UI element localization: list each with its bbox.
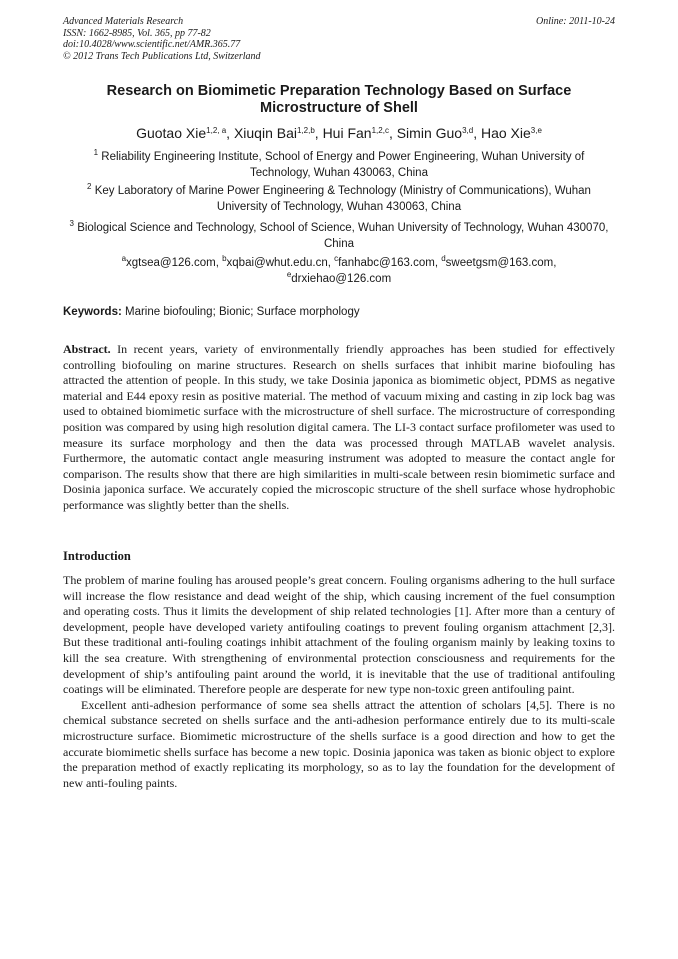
author-separator: , (388, 125, 397, 141)
email-address: xgtsea@126.com (126, 257, 216, 269)
author-affiliation-mark: 1,2,b (296, 126, 315, 135)
affiliation-1 (63, 150, 615, 181)
abstract-text: In recent years, variety of environmentally friendly approaches has been studied for effectively controlling biofouling on marine structures. Research on shells surfaces that inhibit marine biofouling has attracted the attention of people. In this study, we take Dosinia japonica as biomimetic object, PDMS as negative material and E44 epoxy resin as positive material. The method of vacuum mixing and casting in zip lock bag was used to obtained biomimetic surface with the microstructure of shell surface. The microstructure of corresponding position was compared by using high resolution digital camera. The LI-3 contact surface profilometer was used to measure its surface morphology and then the data was processed through MATLAB wavelet analysis. Furthermore, the automatic contact angle measuring instrument was adopted to measure the contact angle for comparison. The results show that there are high similarities in multi-scale between resin biomimetic surface and Dosinia japonica surface. We accurately copied the microscopic structure of the shell surface whose hydrophobic performance was slightly better than the shells. (63, 342, 615, 512)
author-affiliation-mark: 1,2, a (206, 126, 227, 135)
abstract (63, 342, 615, 514)
author-separator: , (226, 125, 234, 141)
section-heading-introduction: Introduction (63, 549, 131, 563)
doi-line: doi:10.4028/www.scientific.net/AMR.365.77 (63, 39, 241, 50)
affiliation-number: 1 (93, 148, 99, 157)
affiliation-3 (63, 221, 615, 252)
keywords-text: Marine biofouling; Bionic; Surface morphology (121, 306, 360, 318)
keywords-label: Keywords: (63, 306, 122, 318)
email-separator: , (434, 257, 442, 269)
copyright-line: © 2012 Trans Tech Publications Ltd, Switzerland (63, 50, 261, 62)
abstract-label: Abstract. (63, 342, 111, 356)
keywords (63, 305, 615, 320)
email-separator: , (215, 257, 223, 269)
paragraph: Excellent anti-adhesion performance of some sea shells attract the attention of scholars [4,5]. There is no chemical substance secreted on shells surface and the anti-adhesion performance entirely due to its multi-scale microstructure surface. Biomimetic microstructure of the shells surface is a good direction and how to get the accurate biomimetic shells surface has become a new topic. Dosinia japonica was taken as bionic object to explore the preparation method of exactly replicating its morphology, so as to lay the foundation for the development of new anti-fouling paints. (63, 697, 615, 790)
email-address: drxiehao@126.com (291, 272, 392, 285)
email-mark: c (334, 254, 339, 263)
author-name: Hao Xie (480, 125, 531, 141)
author-name: Xiuqin Bai (233, 125, 297, 141)
email-mark: a (121, 254, 127, 263)
email-address: xqbai@whut.edu.cn (226, 257, 328, 269)
affiliation-number: 2 (87, 182, 92, 191)
online-date: Online: 2011-10-24 (536, 16, 615, 27)
affiliation-2 (63, 184, 615, 215)
author-separator: , (473, 125, 481, 141)
author-affiliation-mark: 1,2,c (371, 126, 389, 135)
affiliation-text: Reliability Engineering Institute, School of Energy and Power Engineering, Wuhan University of Technology, Wuhan 430063, China (101, 151, 585, 179)
author-name: Hui Fan (322, 125, 372, 141)
introduction-body (63, 573, 615, 791)
author-affiliation-mark: 3,e (530, 126, 542, 135)
email-address: sweetgsm@163.com (445, 257, 554, 269)
email-address: fanhabc@163.com (338, 257, 435, 269)
author-list (63, 124, 615, 142)
author-name: Simin Guo (396, 125, 463, 141)
journal-header (63, 16, 615, 62)
paragraph: The problem of marine fouling has aroused people’s great concern. Fouling organisms adhering to the hull surface will increase the flow resistance and dead weight of the ship, which causing increment of the fuel consumption and operating costs. Thus it limits the development of ship related technologies [1]. After more than a century of development, people have developed variety antifouling coatings to prevent fouling organism attachment [2,3]. But these traditional anti-fouling coatings inhibit attachment of the fouling organism mainly by leaking toxins to kill the sea creature. With strengthening of environmental protection consciousness and requirements for the development of ship’s antifouling paint around the world, it is inevitable that the use of traditional antifouling coatings will be eliminated. Therefore people are desperate for new type non-toxic green antifouling paint. (63, 573, 615, 697)
author-name: Guotao Xie (136, 125, 207, 141)
author-affiliation-mark: 3,d (462, 126, 474, 135)
author-emails (63, 256, 615, 287)
email-mark: d (441, 254, 446, 263)
email-mark: e (286, 269, 292, 279)
email-mark: b (222, 254, 227, 263)
affiliation-number: 3 (69, 219, 74, 228)
author-separator: , (314, 125, 323, 141)
affiliation-text: Key Laboratory of Marine Power Engineering & Technology (Ministry of Communications), Wuhan University of Technology, Wuhan 430063, China (94, 185, 591, 213)
journal-name: Advanced Materials Research (63, 16, 184, 27)
affiliation-text: Biological Science and Technology, School of Science, Wuhan University of Technology, Wuhan 430070, China (77, 222, 609, 250)
email-separator: , (553, 257, 557, 269)
email-separator: , (327, 257, 335, 269)
paper-title: Research on Biomimetic Preparation Technology Based on Surface Microstructure of Shell (106, 83, 572, 116)
issn-line: ISSN: 1662-8985, Vol. 365, pp 77-82 (63, 27, 211, 39)
